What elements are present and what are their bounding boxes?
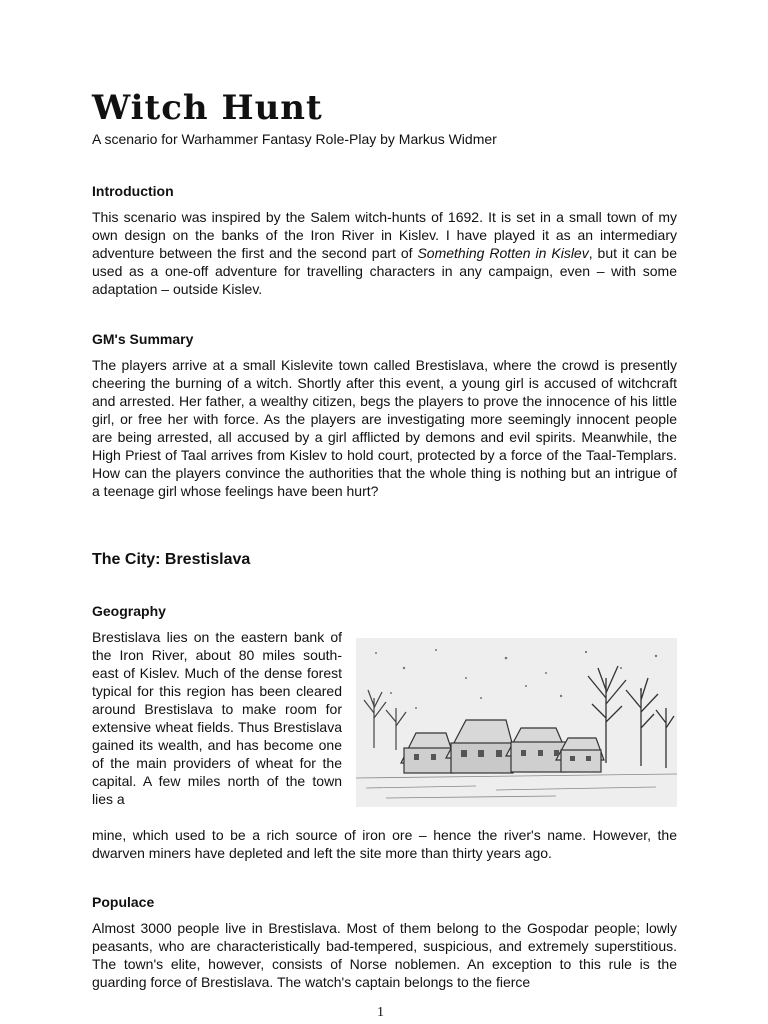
- populace-paragraph: Almost 3000 people live in Brestislava. Most of them belong to the Gospodar people; lowly peasants, who are characteristically bad-tempered, suspicious, and extremely superstitious. The town's elite, however, consists of Norse noblemen. An exception to this rule is the guarding force of Brestislava. The watch's captain belongs to the fierce: [92, 920, 677, 990]
- town-illustration: [356, 638, 677, 807]
- populace-heading: Populace: [92, 894, 155, 910]
- gm-summary-paragraph: The players arrive at a small Kislevite town called Brestislava, where the crowd is presently cheering the burning of a witch. Shortly after this event, a young girl is accused of witchcraft and arrested. Her father, a wealthy citizen, begs the players to prove the innocence of his little girl, or free her with force. As the players are investigating more seemingly innocent people are being arrested, all accused by a girl afflicted by demons and evil spirits. Meanwhile, the High Priest of Taal arrives from Kislev to hold court, protected by a force of the Taal-Templars. How can the players convince the authorities that the whole thing is nothing but an intrigue of a teenage girl whose feelings have been hurt?: [92, 357, 677, 499]
- page-number: 1: [377, 1005, 384, 1020]
- introduction-paragraph: [92, 208, 677, 298]
- introduction-text-part-2: , but it can be used as a one-off adventure for travelling characters in any campaign, even – with some adaptation – outside Kislev.: [92, 245, 677, 297]
- introduction-text-part-1: This scenario was inspired by the Salem witch-hunts of 1692. It is set in a small town of my own design on the banks of the Iron River in Kislev. I have played it as an intermediary adventure between the first and the second part of: [92, 209, 677, 261]
- geography-paragraph-continued: mine, which used to be a rich source of iron ore – hence the river's name. However, the dwarven miners have depleted and left the site more than thirty years ago.: [92, 827, 677, 861]
- introduction-heading: Introduction: [92, 183, 174, 199]
- geography-paragraph-wrapped: Brestislava lies on the eastern bank of the Iron River, about 80 miles south-east of Kislev. Much of the dense forest typical for this region has been cleared around Brestislava to make room for extensive wheat fields. Thus Brestislava gained its wealth, and has become one of the main providers of wheat for the capital. A few miles north of the town lies a: [92, 629, 342, 807]
- gm-summary-heading: GM's Summary: [92, 331, 194, 347]
- town-sketch-image: [356, 638, 677, 807]
- introduction-text-italic: Something Rotten in Kislev: [417, 245, 589, 261]
- document-subtitle: A scenario for Warhammer Fantasy Role-Play by Markus Widmer: [92, 131, 497, 147]
- document-title: Witch Hunt: [92, 88, 323, 128]
- city-section-heading: The City: Brestislava: [92, 551, 251, 568]
- geography-heading: Geography: [92, 603, 166, 619]
